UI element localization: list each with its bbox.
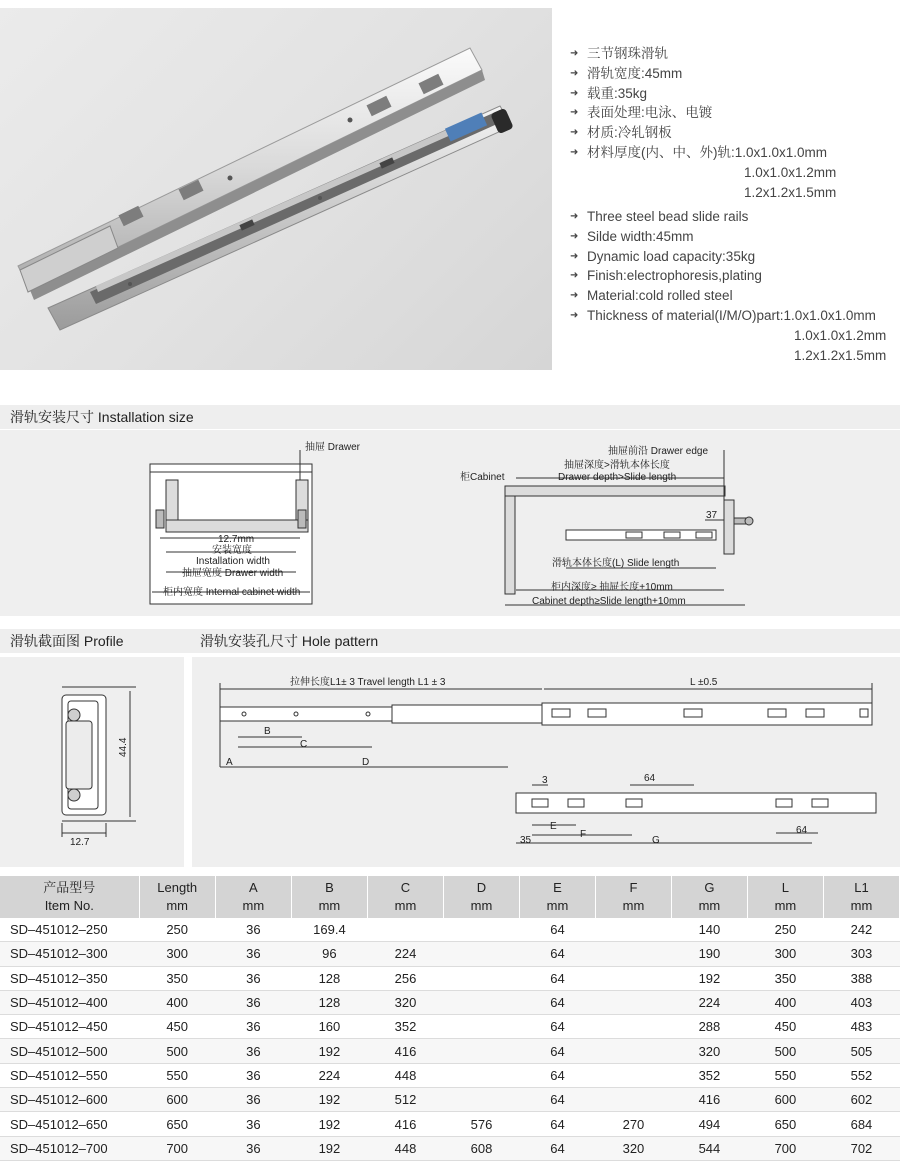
column-header: [595, 876, 671, 918]
table-row: [0, 1112, 900, 1136]
item-number-cell: SD–451012–300: [0, 942, 139, 966]
spec-text: Material:cold rolled steel: [587, 288, 733, 304]
arrow-right-icon: ➜: [570, 127, 579, 139]
column-header: [291, 876, 367, 918]
dim-64-top-label: 64: [644, 773, 656, 784]
profile-diagram: [0, 657, 184, 867]
column-header-top: B: [325, 880, 334, 895]
item-number-cell: SD–451012–550: [0, 1063, 139, 1087]
table-cell: 416: [671, 1088, 747, 1112]
spec-text: 1.0x1.0x1.2mm: [744, 164, 837, 180]
table-cell: 242: [823, 918, 899, 942]
cabinet-label: 柜Cabinet: [460, 472, 505, 483]
table-cell: [443, 918, 519, 942]
table-cell: 700: [747, 1136, 823, 1160]
table-cell: 224: [671, 990, 747, 1014]
cabinet-cross-section: [150, 450, 312, 604]
arrow-right-icon: ➜: [570, 67, 579, 79]
table-cell: [595, 1015, 671, 1039]
column-header: [519, 876, 595, 918]
table-row: [0, 1088, 900, 1112]
table-cell: 400: [747, 990, 823, 1014]
table-cell: 350: [139, 966, 215, 990]
column-header: [747, 876, 823, 918]
column-header-unit: mm: [850, 898, 873, 913]
table-row: [0, 942, 900, 966]
arrow-right-icon: ➜: [570, 309, 579, 321]
table-cell: [595, 1063, 671, 1087]
table-cell: 450: [747, 1015, 823, 1039]
spec-item: [568, 227, 886, 247]
table-cell: 192: [291, 1039, 367, 1063]
table-row: [0, 918, 900, 942]
spec-text: 滑轨宽度:45mm: [587, 65, 683, 81]
installation-size-header: 滑轨安装尺寸 Installation size: [0, 405, 900, 429]
table-cell: 224: [291, 1063, 367, 1087]
table-cell: 64: [519, 1112, 595, 1136]
slide-inner-member: [516, 785, 876, 843]
drawer-label: 抽屉 Drawer: [305, 442, 361, 453]
column-header-top: F: [629, 880, 638, 895]
install-width-en: Installation width: [196, 556, 270, 567]
spec-item: [568, 123, 836, 143]
arrow-right-icon: ➜: [570, 270, 579, 282]
table-cell: 350: [747, 966, 823, 990]
table-cell: 300: [139, 942, 215, 966]
table-cell: 224: [368, 942, 444, 966]
table-cell: [595, 918, 671, 942]
table-cell: 36: [215, 1015, 291, 1039]
slide-length-label: 滑轨本体长度(L) Slide length: [552, 558, 680, 569]
table-cell: [443, 966, 519, 990]
table-cell: 600: [747, 1088, 823, 1112]
table-cell: 250: [139, 918, 215, 942]
table-cell: 36: [215, 918, 291, 942]
drawer-width-label: 抽屉宽度 Drawer width: [182, 568, 284, 579]
table-cell: 36: [215, 1039, 291, 1063]
spec-item: [568, 103, 836, 123]
spec-table-body: [0, 918, 900, 1160]
table-cell: 494: [671, 1112, 747, 1136]
table-cell: 128: [291, 966, 367, 990]
table-cell: 544: [671, 1136, 747, 1160]
spec-item: [568, 266, 886, 286]
spec-text: 材质:冷轧钢板: [587, 125, 672, 141]
spec-item: [568, 247, 886, 267]
table-cell: 650: [747, 1112, 823, 1136]
table-cell: 36: [215, 1112, 291, 1136]
column-header: [0, 876, 139, 918]
spec-text: Finish:electrophoresis,plating: [587, 268, 762, 284]
table-cell: 192: [291, 1088, 367, 1112]
upper-rail: [18, 48, 485, 300]
spec-item: [568, 44, 836, 64]
table-cell: [443, 942, 519, 966]
spec-item: [568, 306, 886, 326]
table-cell: 416: [368, 1039, 444, 1063]
specs-english: [568, 207, 886, 365]
column-header: [139, 876, 215, 918]
dim-d-label: D: [362, 757, 370, 768]
table-cell: 190: [671, 942, 747, 966]
dim-12-7-label: 12.7mm: [218, 534, 255, 545]
table-row: [0, 1015, 900, 1039]
item-number-cell: SD–451012–500: [0, 1039, 139, 1063]
table-cell: 550: [747, 1063, 823, 1087]
dim-c-label: C: [300, 739, 308, 750]
table-cell: 352: [368, 1015, 444, 1039]
profile-panel: [0, 657, 184, 867]
table-cell: 352: [671, 1063, 747, 1087]
dim-f-label: F: [580, 829, 587, 840]
table-cell: 160: [291, 1015, 367, 1039]
table-cell: [443, 1015, 519, 1039]
hole-pattern-panel: [192, 657, 900, 867]
column-header-top: E: [553, 880, 562, 895]
cabinet-depth-cn: 柜内深度≥ 抽屉长度+10mm: [551, 582, 673, 593]
table-row: [0, 1039, 900, 1063]
column-header-unit: mm: [622, 898, 645, 913]
table-cell: 288: [671, 1015, 747, 1039]
table-cell: 169.4: [291, 918, 367, 942]
column-header: [823, 876, 899, 918]
column-header-top: 产品型号: [43, 880, 96, 895]
table-cell: 270: [595, 1112, 671, 1136]
install-width-cn: 安装宽度: [212, 545, 252, 556]
dim-a-label: A: [226, 757, 233, 768]
table-cell: [443, 1039, 519, 1063]
profile-header: 滑轨截面图 Profile: [0, 629, 190, 653]
table-cell: 36: [215, 1063, 291, 1087]
item-number-cell: SD–451012–350: [0, 966, 139, 990]
item-number-cell: SD–451012–400: [0, 990, 139, 1014]
profile-height-label: 44.4: [118, 737, 129, 757]
drawer-edge-label: 抽屉前沿 Drawer edge: [608, 446, 709, 457]
table-cell: 500: [139, 1039, 215, 1063]
l-tolerance-label: L ±0.5: [690, 677, 718, 688]
table-row: [0, 990, 900, 1014]
column-header: [443, 876, 519, 918]
table-cell: 64: [519, 1015, 595, 1039]
table-cell: 602: [823, 1088, 899, 1112]
hole-pattern-header: 滑轨安装孔尺寸 Hole pattern: [190, 629, 900, 653]
column-header-top: A: [249, 880, 258, 895]
spec-text: 三节钢珠滑轨: [587, 46, 668, 61]
item-number-cell: SD–451012–450: [0, 1015, 139, 1039]
table-cell: 96: [291, 942, 367, 966]
table-cell: 36: [215, 942, 291, 966]
table-cell: [443, 1088, 519, 1112]
dim-g-label: G: [652, 835, 660, 846]
arrow-right-icon: ➜: [570, 211, 579, 222]
table-cell: 700: [139, 1136, 215, 1160]
table-cell: 600: [139, 1088, 215, 1112]
arrow-right-icon: ➜: [570, 290, 579, 302]
table-cell: 416: [368, 1112, 444, 1136]
column-header-unit: mm: [470, 898, 493, 913]
installation-diagram: [0, 430, 900, 616]
spec-text: 载重:35kg: [587, 85, 648, 101]
table-cell: 576: [443, 1112, 519, 1136]
column-header: [215, 876, 291, 918]
column-header-top: L: [781, 880, 790, 895]
table-cell: 320: [671, 1039, 747, 1063]
table-cell: 64: [519, 1136, 595, 1160]
table-header-row: [0, 876, 900, 918]
travel-length-label: 拉伸长度L1± 3 Travel length L1 ± 3: [290, 677, 446, 688]
slide-rail-photo: [0, 8, 552, 370]
arrow-right-icon: ➜: [570, 146, 579, 158]
table-cell: 684: [823, 1112, 899, 1136]
product-photo: [0, 8, 552, 370]
column-header-unit: mm: [166, 898, 189, 913]
column-header-top: G: [704, 880, 715, 895]
arrow-right-icon: ➜: [570, 87, 579, 99]
spec-continuation: [568, 326, 886, 346]
hole-pattern-diagram: [192, 657, 900, 867]
table-cell: 320: [368, 990, 444, 1014]
spec-text: Silde width:45mm: [587, 228, 694, 244]
column-header-top: D: [476, 880, 487, 895]
table-cell: 512: [368, 1088, 444, 1112]
table-cell: 550: [139, 1063, 215, 1087]
table-cell: 500: [747, 1039, 823, 1063]
table-cell: 303: [823, 942, 899, 966]
profile-width-label: 12.7: [70, 837, 90, 848]
spec-item: [568, 143, 836, 163]
table-cell: 64: [519, 990, 595, 1014]
column-header-unit: mm: [698, 898, 721, 913]
spec-text: 1.2x1.2x1.5mm: [794, 347, 887, 363]
column-header: [368, 876, 444, 918]
table-cell: 36: [215, 990, 291, 1014]
spec-item: [568, 64, 836, 84]
table-cell: [595, 942, 671, 966]
spec-text: Dynamic load capacity:35kg: [587, 248, 756, 264]
table-cell: 450: [139, 1015, 215, 1039]
table-cell: 608: [443, 1136, 519, 1160]
spec-item: [568, 84, 836, 104]
dim-3-label: 3: [542, 775, 548, 786]
column-header-unit: Item No.: [44, 898, 94, 913]
table-cell: [595, 990, 671, 1014]
installation-panel: [0, 430, 900, 616]
table-cell: 400: [139, 990, 215, 1014]
column-header: [671, 876, 747, 918]
dim-b-label: B: [264, 726, 271, 737]
arrow-right-icon: ➜: [570, 48, 579, 59]
table-cell: 403: [823, 990, 899, 1014]
rail-profile-shape: [62, 687, 136, 837]
table-cell: 64: [519, 918, 595, 942]
table-cell: [595, 1039, 671, 1063]
spec-text: 表面处理:电泳、电镀: [587, 105, 713, 121]
table-cell: 250: [747, 918, 823, 942]
dim-64-bottom-label: 64: [796, 825, 808, 836]
table-cell: 505: [823, 1039, 899, 1063]
table-cell: 448: [368, 1136, 444, 1160]
table-cell: [368, 918, 444, 942]
item-number-cell: SD–451012–650: [0, 1112, 139, 1136]
table-cell: [595, 1088, 671, 1112]
table-cell: 128: [291, 990, 367, 1014]
table-cell: 388: [823, 966, 899, 990]
dim-35-label: 35: [520, 835, 532, 846]
spec-table-head: [0, 876, 900, 918]
spec-continuation: [568, 183, 836, 203]
column-header-unit: mm: [318, 898, 341, 913]
table-row: [0, 966, 900, 990]
arrow-right-icon: ➜: [570, 230, 579, 242]
table-cell: [595, 966, 671, 990]
item-number-cell: SD–451012–700: [0, 1136, 139, 1160]
spec-text: 1.2x1.2x1.5mm: [744, 184, 837, 200]
table-cell: 650: [139, 1112, 215, 1136]
dim-37-label: 37: [706, 510, 718, 521]
table-cell: 36: [215, 966, 291, 990]
table-cell: 36: [215, 1088, 291, 1112]
table-cell: 64: [519, 942, 595, 966]
table-cell: 64: [519, 966, 595, 990]
column-header-top: C: [400, 880, 411, 895]
table-cell: 64: [519, 1063, 595, 1087]
table-cell: 192: [671, 966, 747, 990]
table-row: [0, 1136, 900, 1160]
table-cell: 192: [291, 1136, 367, 1160]
table-cell: 300: [747, 942, 823, 966]
table-cell: 140: [671, 918, 747, 942]
table-cell: 36: [215, 1136, 291, 1160]
spec-text: 材料厚度(内、中、外)轨:1.0x1.0x1.0mm: [587, 144, 828, 160]
table-cell: 552: [823, 1063, 899, 1087]
cabinet-depth-en: Cabinet depth≥Slide length+10mm: [532, 596, 686, 607]
spec-text: Thickness of material(I/M/O)part:1.0x1.0x1.0mm: [587, 307, 876, 323]
table-cell: 448: [368, 1063, 444, 1087]
spec-item: [568, 207, 886, 227]
table-cell: 702: [823, 1136, 899, 1160]
column-header-unit: mm: [394, 898, 417, 913]
table-cell: [443, 1063, 519, 1087]
table-cell: 256: [368, 966, 444, 990]
slide-extended: [220, 683, 872, 767]
arrow-right-icon: ➜: [570, 250, 579, 262]
spec-continuation: [568, 163, 836, 183]
table-cell: 320: [595, 1136, 671, 1160]
column-header-top: Length: [157, 880, 198, 895]
specs-chinese: [568, 44, 836, 202]
spec-item: [568, 286, 886, 306]
column-header-unit: mm: [242, 898, 265, 913]
drawer-depth-en: Drawer depth>Slide length: [558, 472, 677, 483]
spec-text: Three steel bead slide rails: [587, 209, 749, 224]
cabinet-width-label: 柜内宽度 Internal cabinet width: [163, 587, 301, 598]
table-cell: [443, 990, 519, 1014]
column-header-unit: mm: [546, 898, 569, 913]
item-number-cell: SD–451012–600: [0, 1088, 139, 1112]
column-header-unit: mm: [774, 898, 797, 913]
arrow-right-icon: ➜: [570, 107, 579, 119]
spec-text: 1.0x1.0x1.2mm: [794, 327, 887, 343]
table-cell: 483: [823, 1015, 899, 1039]
item-number-cell: SD–451012–250: [0, 918, 139, 942]
table-cell: 192: [291, 1112, 367, 1136]
drawer-depth-cn: 抽屉深度>滑轨本体长度: [564, 460, 670, 471]
spec-continuation: [568, 346, 886, 366]
table-cell: 64: [519, 1088, 595, 1112]
table-row: [0, 1063, 900, 1087]
spec-table: [0, 876, 900, 1161]
table-cell: 64: [519, 1039, 595, 1063]
dim-e-label: E: [550, 821, 557, 832]
column-header-top: L1: [854, 880, 869, 895]
